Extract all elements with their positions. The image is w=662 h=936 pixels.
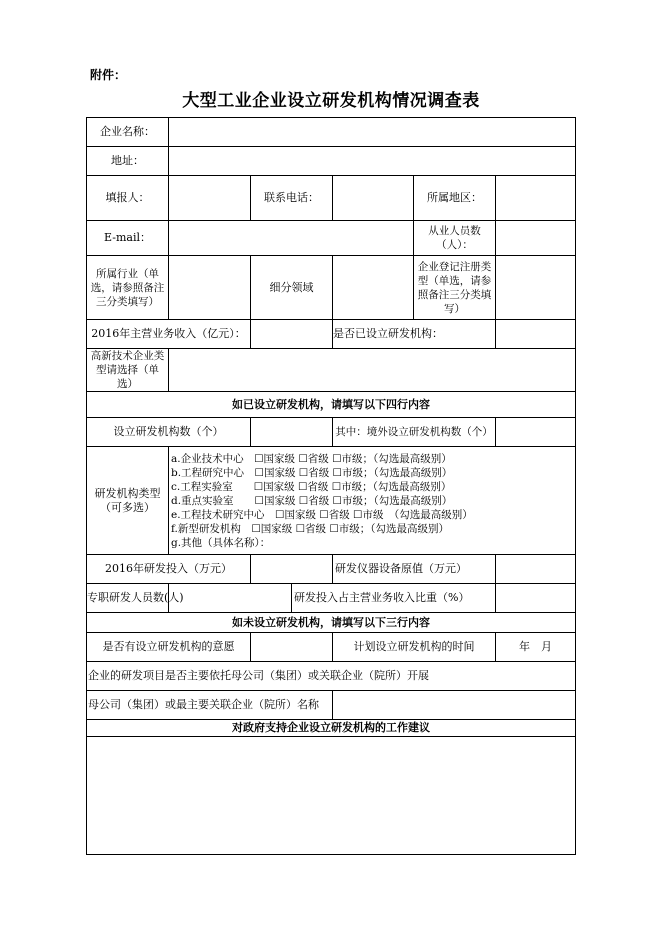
phone-field[interactable] <box>333 176 414 221</box>
rd-equipment-label: 研发仪器设备原值（万元） <box>333 555 496 584</box>
rd-type-option[interactable]: c.工程实验室 ☐国家级 ☐省级 ☐市级；（勾选最高级别） <box>171 480 452 493</box>
hightech-type-field[interactable] <box>169 349 576 392</box>
rd-staff-field[interactable] <box>169 584 292 613</box>
subfield-label: 细分领域 <box>251 256 333 320</box>
rd-overseas-field[interactable] <box>496 418 576 447</box>
section-suggestion: 对政府支持企业设立研发机构的工作建议 <box>87 720 576 737</box>
suggestion-field[interactable] <box>87 737 576 855</box>
rd-type-option[interactable]: a.企业技术中心 ☐国家级 ☐省级 ☐市级；（勾选最高级别） <box>171 452 452 465</box>
rd-ratio-field[interactable] <box>496 584 576 613</box>
registration-type-field[interactable] <box>496 256 576 320</box>
rd-count-field[interactable] <box>251 418 333 447</box>
revenue-2016-label: 2016年主营业务收入（亿元）： <box>87 320 251 349</box>
parent-name-label: 母公司（集团）或最主要关联企业（院所）名称 <box>87 691 333 720</box>
parent-name-field[interactable] <box>333 691 576 720</box>
rd-type-option[interactable]: f.新型研发机构 ☐国家级 ☐省级 ☐市级；（勾选最高级别） <box>171 522 450 535</box>
rd-equipment-field[interactable] <box>496 555 576 584</box>
company-name-label: 企业名称： <box>87 118 169 147</box>
industry-label: 所属行业（单选，请参照备注三分类填写） <box>87 256 169 320</box>
planned-time-label: 计划设立研发机构的时间 <box>333 633 496 662</box>
rd-type-options <box>169 447 576 555</box>
intention-field[interactable] <box>251 633 333 662</box>
industry-field[interactable] <box>169 256 251 320</box>
subfield-field[interactable] <box>333 256 414 320</box>
rd-overseas-label: 其中：境外设立研发机构数（个） <box>333 418 496 447</box>
section-existing-rd: 如已设立研发机构，请填写以下四行内容 <box>87 392 576 418</box>
address-label: 地址： <box>87 147 169 176</box>
revenue-2016-field[interactable] <box>251 320 333 349</box>
registration-type-label: 企业登记注册类型（单选，请参照备注三分类填写） <box>414 256 496 320</box>
hightech-type-label: 高新技术企业类型请选择（单选） <box>87 349 169 392</box>
employees-label: 从业人员数（人）： <box>414 221 496 256</box>
region-label: 所属地区： <box>414 176 496 221</box>
employees-field[interactable] <box>496 221 576 256</box>
rd-type-option[interactable]: d.重点实验室 ☐国家级 ☐省级 ☐市级；（勾选最高级别） <box>171 494 453 507</box>
rd-ratio-label: 研发投入占主营业务收入比重（%） <box>292 584 496 613</box>
filler-field[interactable] <box>169 176 251 221</box>
section-no-rd: 如未设立研发机构，请填写以下三行内容 <box>87 613 576 633</box>
rd-type-option[interactable]: b.工程研究中心 ☐国家级 ☐省级 ☐市级；（勾选最高级别） <box>171 466 453 479</box>
rd-type-label: 研发机构类型（可多选） <box>87 447 169 555</box>
company-name-field[interactable] <box>169 118 576 147</box>
address-field[interactable] <box>169 147 576 176</box>
rd-investment-label: 2016年研发投入（万元） <box>87 555 251 584</box>
depend-parent-label: 企业的研发项目是否主要依托母公司（集团）或关联企业（院所）开展 <box>87 662 576 691</box>
intention-label: 是否有设立研发机构的意愿 <box>87 633 251 662</box>
filler-label: 填报人： <box>87 176 169 221</box>
rd-type-option[interactable]: g.其他（具体名称）： <box>171 536 271 549</box>
region-field[interactable] <box>496 176 576 221</box>
survey-form-table <box>86 117 576 855</box>
rd-type-option[interactable]: e.工程技术研究中心 ☐国家级 ☐省级 ☐市级 （勾选最高级别） <box>171 508 473 521</box>
has-rd-field[interactable] <box>496 320 576 349</box>
rd-count-label: 设立研发机构数（个） <box>87 418 251 447</box>
planned-time-field[interactable]: 年 月 <box>496 633 576 662</box>
rd-investment-field[interactable] <box>251 555 333 584</box>
attachment-label: 附件： <box>90 68 127 82</box>
phone-label: 联系电话： <box>251 176 333 221</box>
has-rd-label: 是否已设立研发机构： <box>333 320 496 349</box>
page-title: 大型工业企业设立研发机构情况调查表 <box>182 91 480 111</box>
rd-staff-label: 专职研发人员数(人) <box>87 584 169 613</box>
email-label: E-mail： <box>87 221 169 256</box>
email-field[interactable] <box>169 221 414 256</box>
